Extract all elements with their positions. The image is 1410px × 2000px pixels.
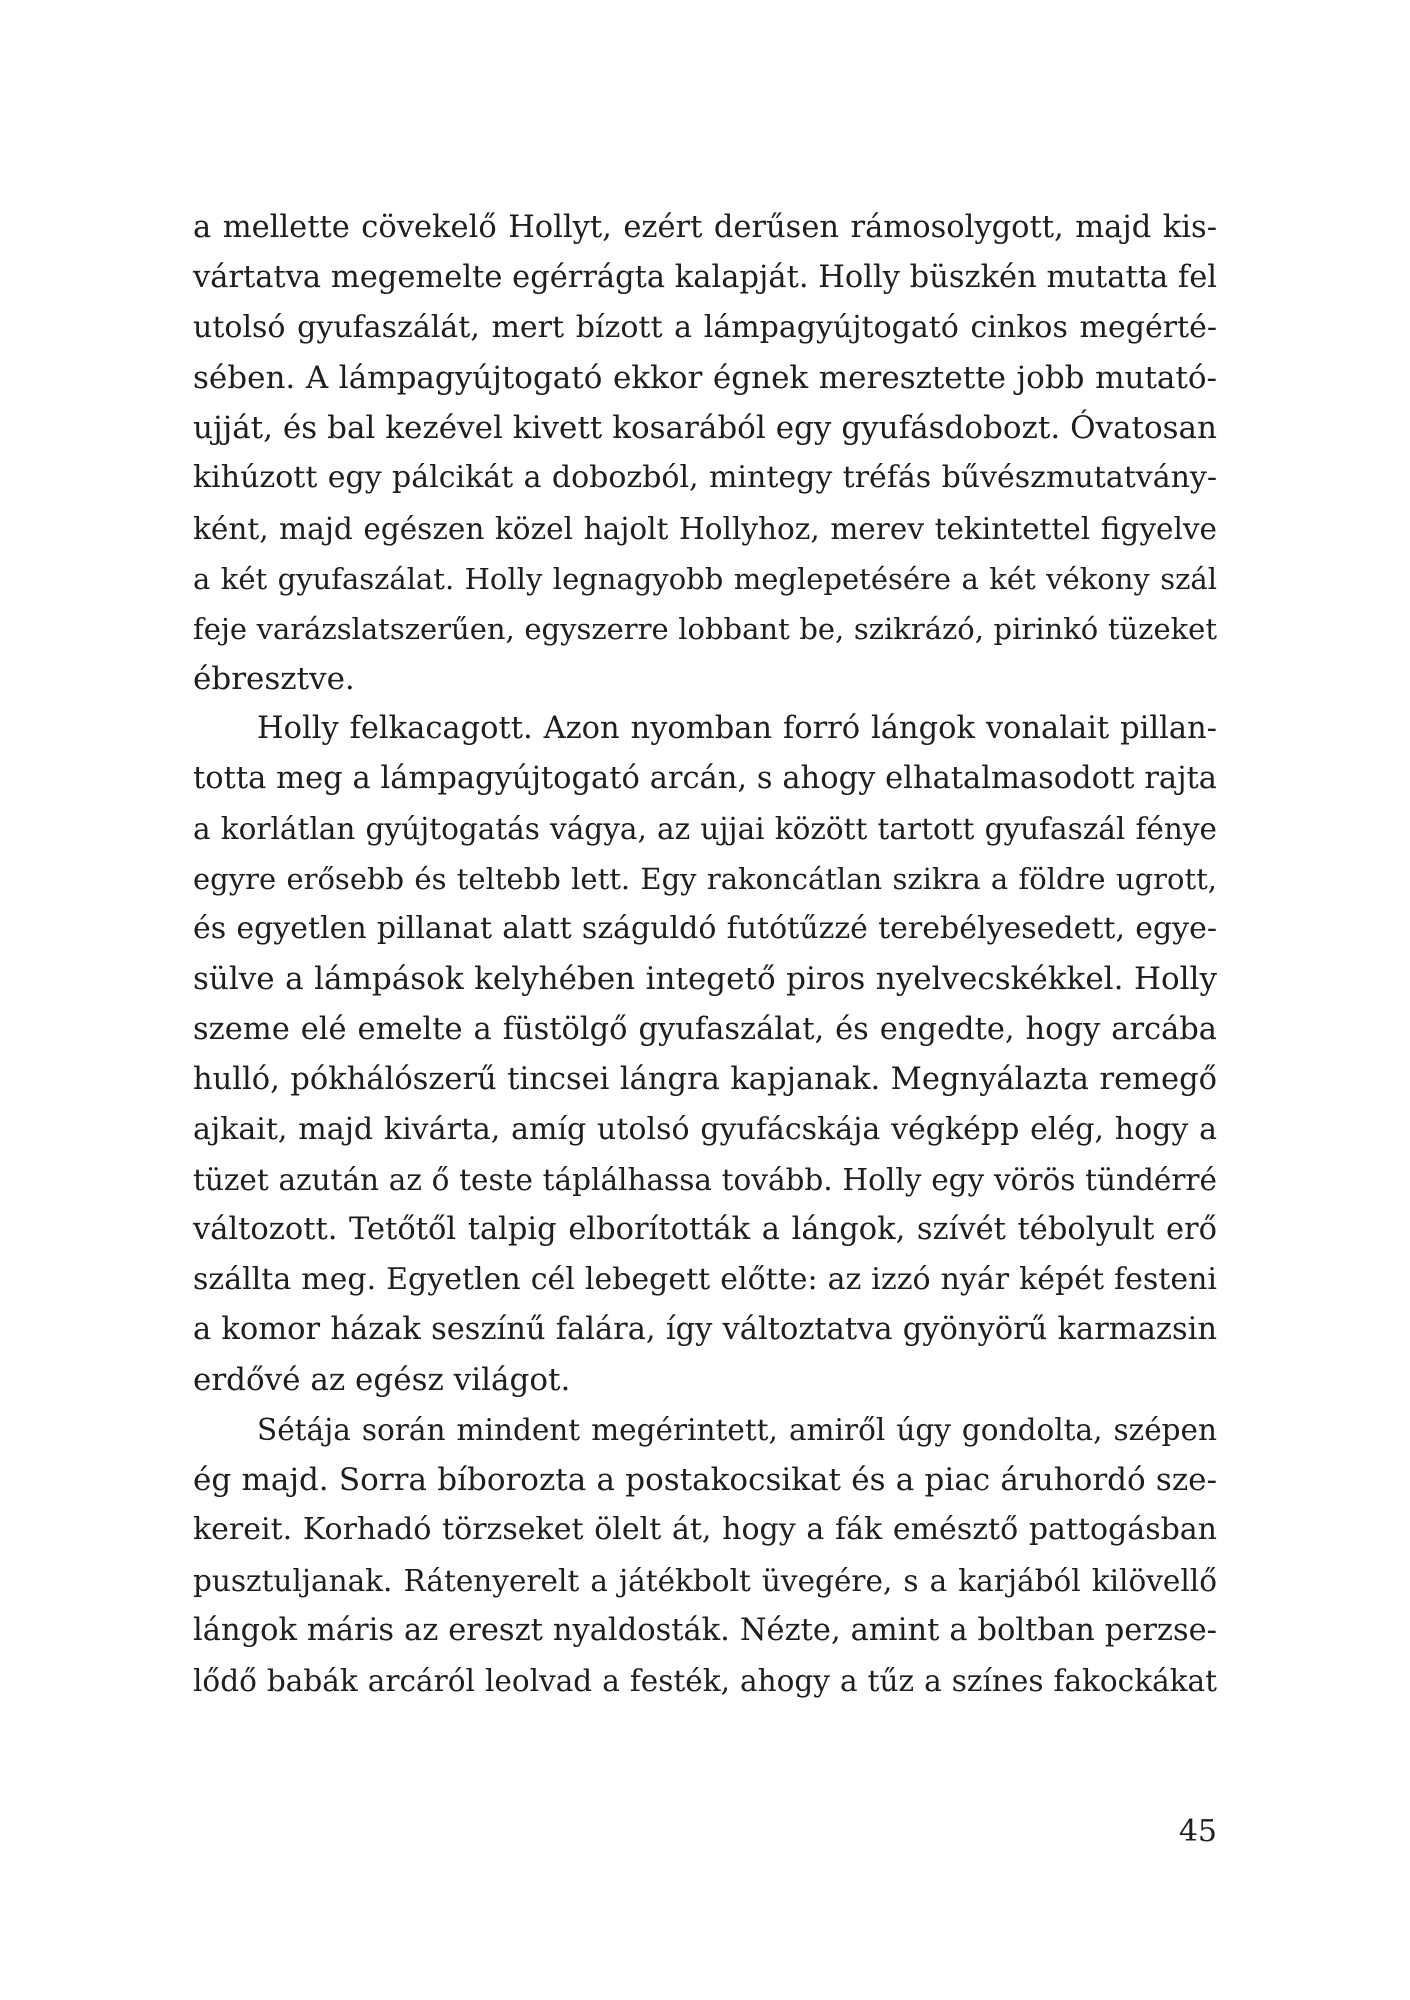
- text-line: a korlátlan gyújtogatás vágya, az ujjai között tartott gyufaszál fénye: [193, 812, 1217, 847]
- text-line: lődő babák arcáról leolvad a festék, ahogy a tűz a színes fakockákat: [193, 1663, 1217, 1698]
- text-line: szeme elé emelte a füstölgő gyufaszálat, és engedte, hogy arcába: [193, 1011, 1217, 1047]
- text-line: ajkait, majd kivárta, amíg utolsó gyufácskája végképp elég, hogy a: [193, 1111, 1217, 1147]
- text-line: a mellette cövekelő Hollyt, ezért derűsen rámosolygott, majd kis-: [193, 210, 1217, 245]
- text-line: Holly felkacagott. Azon nyomban forró lángok vonalait pillan-: [257, 710, 1217, 746]
- text-line: egyre erősebb és teltebb lett. Egy rakoncátlan szikra a földre ugrott,: [193, 862, 1217, 897]
- page-number: 45: [1178, 1814, 1217, 1849]
- text-line: a két gyufaszálat. Holly legnagyobb meglepetésére a két vékony szál: [193, 561, 1217, 596]
- text-line: sében. A lámpagyújtogató ekkor égnek meresztette jobb mutató-: [193, 360, 1217, 397]
- text-line: utolsó gyufaszálát, mert bízott a lámpagyújtogató cinkos megérté-: [193, 310, 1217, 346]
- text-line: pusztuljanak. Rátenyerelt a játékbolt üvegére, s a karjából kilövellő: [193, 1563, 1217, 1598]
- text-line: ujját, és bal kezével kivett kosarából egy gyufásdobozt. Óvatosan: [193, 410, 1217, 447]
- text-line: feje varázslatszerűen, egyszerre lobbant be, szikrázó, pirinkó tüzeket: [193, 611, 1217, 646]
- text-line: ébresztve.: [193, 660, 355, 697]
- text-line: Sétája során mindent megérintett, amiről úgy gondolta, szépen: [257, 1413, 1217, 1448]
- body-text: [193, 203, 1217, 1706]
- text-line: és egyetlen pillanat alatt száguldó futótűzzé terebélyesedett, egye-: [193, 911, 1217, 947]
- text-line: kihúzott egy pálcikát a dobozból, mintegy tréfás bűvészmutatvány-: [193, 460, 1217, 496]
- text-line: erdővé az egész világot.: [193, 1362, 571, 1399]
- text-line: ként, majd egészen közel hajolt Hollyhoz, merev tekintettel figyelve: [193, 511, 1217, 546]
- text-line: változott. Tetőtől talpig elborították a lángok, szívét tébolyult erő: [193, 1211, 1217, 1247]
- text-line: kereit. Korhadó törzseket ölelt át, hogy a fák emésztő pattogásban: [193, 1512, 1217, 1548]
- text-line: hulló, pókhálószerű tincsei lángra kapjanak. Megnyálazta remegő: [193, 1061, 1217, 1097]
- text-line: vártatva megemelte egérrágta kalapját. Holly büszkén mutatta fel: [193, 260, 1217, 296]
- text-line: a komor házak seszínű falára, így változtatva gyönyörű karmazsin: [193, 1312, 1217, 1348]
- text-line: lángok máris az ereszt nyaldosták. Nézte, amint a boltban perzse-: [193, 1612, 1217, 1648]
- text-line: szállta meg. Egyetlen cél lebegett előtte: az izzó nyár képét festeni: [193, 1261, 1217, 1297]
- text-line: tüzet azután az ő teste táplálhassa tovább. Holly egy vörös tündérré: [193, 1162, 1217, 1197]
- text-line: ég majd. Sorra bíborozta a postakocsikat és a piac áruhordó sze-: [193, 1462, 1217, 1499]
- text-line: totta meg a lámpagyújtogató arcán, s ahogy elhatalmasodott rajta: [193, 761, 1217, 797]
- text-line: sülve a lámpások kelyhében integető piros nyelvecskékkel. Holly: [193, 961, 1217, 998]
